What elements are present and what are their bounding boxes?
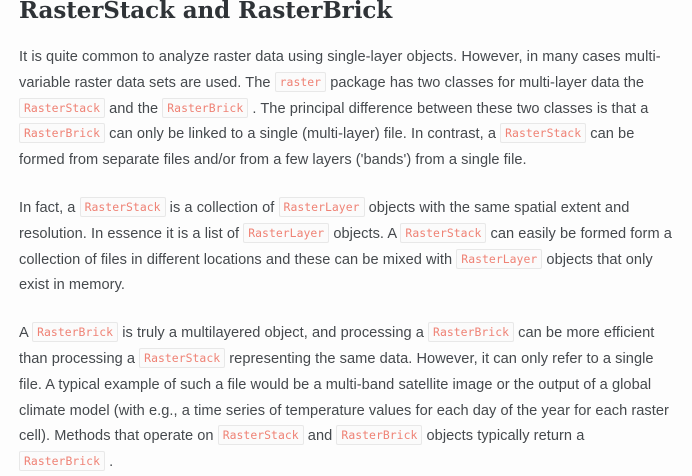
- inline-code-rasterbrick: RasterBrick: [19, 451, 105, 471]
- paragraph-rasterbrick-definition: A RasterBrick is truly a multilayered object, and processing a RasterBrick can be more efficient than processing a RasterStack representing the same data. However, it can only refer to a single file. A typical example of such a file would be a multi-band satellite image or the output of a global climate model (with e.g., a time series of temperature values for each day of the year for each raster cell). Methods that operate on RasterStack and RasterBrick objects typically return a RasterBrick .: [19, 321, 674, 476]
- inline-code-rasterstack: RasterStack: [218, 425, 304, 445]
- inline-code-rasterbrick: RasterBrick: [32, 322, 118, 342]
- inline-code-rasterstack: RasterStack: [19, 98, 105, 118]
- inline-code-rasterstack: RasterStack: [500, 123, 586, 143]
- inline-code-rasterbrick: RasterBrick: [336, 425, 422, 445]
- paragraph-rasterstack-definition: In fact, a RasterStack is a collection of RasterLayer objects with the same spatial extent and resolution. In essence it is a list of RasterLayer objects. A RasterStack can easily be formed form a collection of files in different locations and these can be mixed with RasterLayer objects that only exist in memory.: [19, 196, 674, 299]
- inline-code-rasterlayer: RasterLayer: [243, 223, 329, 243]
- inline-code-rasterlayer: RasterLayer: [456, 249, 542, 269]
- inline-code-rasterstack: RasterStack: [400, 223, 486, 243]
- inline-code-raster: raster: [275, 72, 326, 92]
- inline-code-rasterlayer: RasterLayer: [279, 197, 365, 217]
- inline-code-rasterbrick: RasterBrick: [19, 123, 105, 143]
- inline-code-rasterbrick: RasterBrick: [162, 98, 248, 118]
- paragraph-intro: It is quite common to analyze raster data using single-layer objects. However, in many cases multi-variable raster data sets are used. The raster package has two classes for multi-layer data the RasterStack and the RasterBrick . The principal difference between these two classes is that a RasterBrick can only be linked to a single (multi-layer) file. In contrast, a RasterStack can be formed from separate files and/or from a few layers ('bands') from a single file.: [19, 49, 661, 169]
- inline-code-rasterbrick: RasterBrick: [428, 322, 514, 342]
- inline-code-rasterstack: RasterStack: [139, 348, 225, 368]
- inline-code-rasterstack: RasterStack: [80, 197, 166, 217]
- page-title: RasterStack and RasterBrick: [19, 0, 393, 24]
